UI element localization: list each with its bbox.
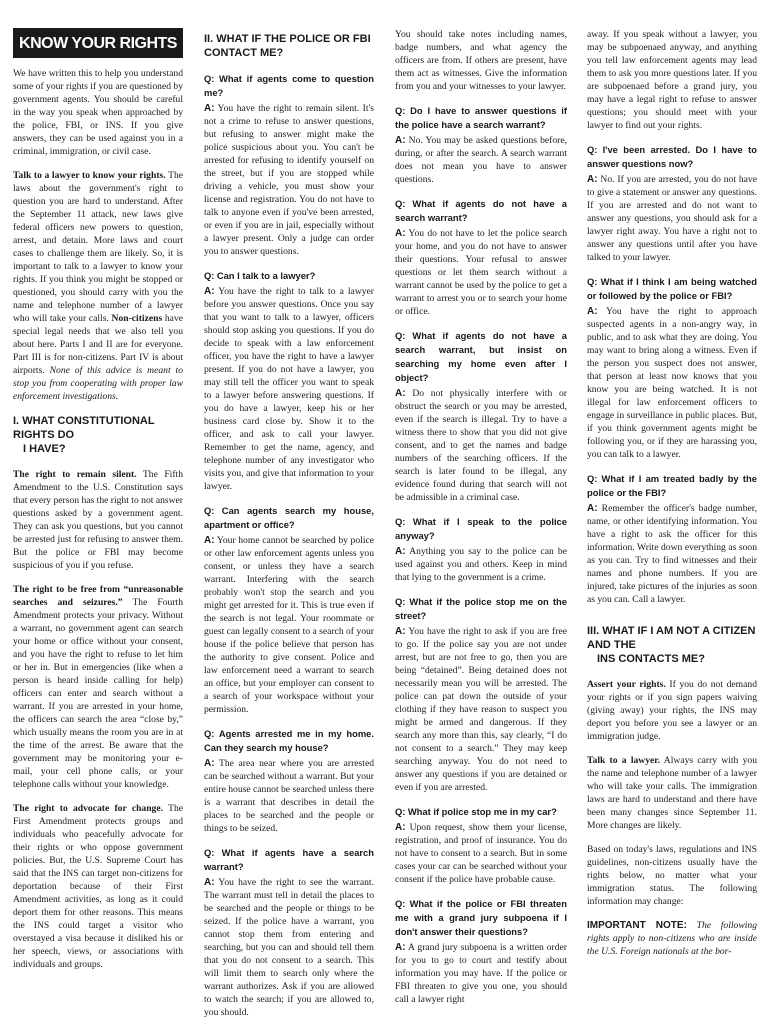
talk-lawyer-2-paragraph	[587, 754, 757, 832]
qa-item	[587, 143, 757, 264]
answer	[204, 757, 374, 835]
qa-item	[204, 504, 374, 716]
col4-intro-paragraph: away. If you speak without a lawyer, you may be subpoenaed anyway, and anything you tell law enforcement agents may lead them to ask you more questions later. If you are subpoenaed before a grand jury, you may have a legal right to refuse to answer questions; you should meet with your lawyer to find out your rights.	[587, 29, 757, 131]
non-citizens-lead: Non-citizens	[111, 313, 163, 324]
remain-silent-text: The Fifth Amendment to the U.S. Constitution says that every person has the right to not answer questions asked by a government agent. They can ask you questions, but you cannot be arrested just for refusing to answer them. But the police or FBI may become suspicious of you if you refuse.	[13, 469, 183, 571]
question-label: Q:	[395, 806, 406, 817]
answer-label: A:	[204, 877, 215, 888]
question-text: What if agents do not have a search warrant?	[395, 198, 567, 223]
col4-qa-list	[587, 143, 757, 606]
answer	[395, 941, 567, 1006]
answer-label: A:	[204, 286, 215, 297]
remain-silent-lead: The right to remain silent.	[13, 469, 137, 480]
question-text: What if the police or FBI threaten me with a grand jury subpoena if I don't answer their questions?	[395, 898, 567, 937]
question	[395, 595, 567, 623]
talk-lawyer-text: The laws about the government's right to question you are hard to understand. After the September 11 attack, new laws give federal officers new powers to question, arrest, and detain. More laws and court cases to challenge them are likely. So, it is important to talk to a lawyer to know your rights. If you think you might be stopped or questioned, you should carry with you the name and telephone number of a lawyer who will take your calls.	[13, 170, 184, 324]
question-text: What if police stop me in my car?	[407, 806, 557, 817]
searches-lead: The right to be free from “unreasonable searches and seizures.”	[13, 584, 183, 608]
answer-text: The area near where you are arrested can be searched without a warrant. But your entire house cannot be searched unless there is a warrant that describes in detail the places to be searched and the people or things to be seized.	[204, 758, 374, 834]
qa-item	[395, 197, 567, 318]
qa-item	[204, 269, 374, 493]
qa-item	[395, 515, 567, 584]
section-2-heading	[204, 32, 374, 60]
qa-item	[587, 275, 757, 461]
answer-label: A:	[395, 626, 406, 637]
answer	[395, 387, 567, 504]
remain-silent-paragraph	[13, 468, 183, 572]
answer-label: A:	[395, 135, 406, 146]
answer-label: A:	[587, 174, 598, 185]
advocate-text: The First Amendment protects groups and individuals who peacefully advocate for their rights or who oppose government policies. But, the U.S. Supreme Court has said that the INS can target non-citizens for deportation because of their First Amendment activities, as long as it could deport them for other reasons. This means the INS could target a visitor who overstayed a visa because it disliked his or her speech, views, or associations with individuals and groups.	[13, 803, 184, 970]
section-1-title-line1: WHAT CONSTITUTIONAL RIGHTS DO	[13, 415, 155, 441]
question-text: What if agents do not have a search warrant, but insist on searching my home even after I object?	[395, 330, 567, 383]
question	[204, 269, 374, 283]
question	[204, 846, 374, 874]
answer-text: You have the right to see the warrant. The warrant must tell in detail the places to be searched and the people or things to be seized. If the police have a warrant, you cannot stop them from entering and searching, but you can and should tell them that you do not consent to a search. This will limit them to search only where the warrant authorizes. Ask if you are allowed to watch the search; if you are allowed to, you should.	[204, 877, 374, 1018]
answer-label: A:	[395, 942, 406, 953]
assert-rights-paragraph	[587, 678, 757, 743]
answer-text: A grand jury subpoena is a written order for you to go to court and testify about information you may have. If the police or FBI threaten to give you one, you should call a lawyer right	[395, 942, 567, 1005]
answer-text: No. You may be asked questions before, during, or after the search. A search warrant does not mean you have to answer questions.	[395, 135, 567, 185]
section-1-title-line2: I HAVE?	[23, 443, 66, 455]
question	[395, 197, 567, 225]
answer-label: A:	[587, 503, 598, 514]
answer-label: A:	[395, 822, 406, 833]
section-3-title-line1: WHAT IF I AM NOT A CITIZEN AND THE	[587, 625, 756, 651]
answer-label: A:	[204, 103, 215, 114]
answer-text: You have the right to approach suspected agents in a non-angry way, in public, and to ask what they are doing. You may want to bring along a witness. Even if the person you suspect does not answer, that person at least now knows that you know you are being watched. It is not illegal for law enforcement officers to engage in surveillance in public places. But, if you think government agents might be following you, or if they are harassing you, you can talk to a lawyer.	[587, 306, 758, 460]
important-note-lead: IMPORTANT NOTE:	[587, 920, 687, 931]
non-citizens-text: have special legal needs that we also tell you about here. Parts I and II are for everyone. Part III is for non-citizens. Part IV is about airports.	[13, 313, 183, 376]
question-label: Q:	[395, 198, 406, 209]
question	[395, 897, 567, 939]
column-2	[204, 28, 374, 1030]
answer-text: Do not physically interfere with or obstruct the search or you may be arrested, even if the search is illegal. Try to have a witness there to show that you did not give consent, and to get the names and badge numbers of the searching officers. If the search is later found to be illegal, any evidence found during that search will not be admissible in a criminal case.	[395, 388, 567, 503]
answer	[204, 102, 374, 258]
qa-item	[395, 595, 567, 794]
answer	[395, 134, 567, 186]
question	[395, 515, 567, 543]
answer	[204, 534, 374, 716]
answer	[204, 285, 374, 493]
question-text: Do I have to answer questions if the police have a search warrant?	[395, 105, 567, 130]
question-label: Q:	[395, 596, 406, 607]
talk-lawyer-2-text: Always carry with you the name and telephone number of a lawyer who will take your calls. The immigration laws are hard to understand and there have been many changes since September 11. More changes are likely.	[587, 755, 757, 831]
assert-rights-lead: Assert your rights.	[587, 679, 666, 690]
question	[587, 143, 757, 171]
question-label: Q:	[204, 270, 215, 281]
qa-item	[587, 472, 757, 606]
col3-intro-paragraph: You should take notes including names, badge numbers, and what agency the officers are from. If others are present, have them act as witnesses. Give the information from you and your witnesses to your lawyer.	[395, 29, 567, 92]
answer-text: You have the right to ask if you are free to go. If the police say you are not under arrest, but are not free to go, then you are being “detained”. Being detained does not necessarily mean you will be arrested. The police can pat down the outside of your clothing if they have reason to suspect you might be armed and dangerous. If they search any more than this, say clearly, “I do not consent to a search.” They may keep searching anyway. You do not need to answer any questions if you are detained or even if you are arrested.	[395, 626, 567, 793]
question	[395, 329, 567, 385]
question-label: Q:	[204, 505, 215, 516]
based-on-paragraph: Based on today's laws, regulations and INS guidelines, non-citizens usually have the rights below, no matter what your immigration status. The following information may change:	[587, 844, 757, 907]
section-3-heading	[587, 624, 757, 666]
talk-lawyer-lead: Talk to a lawyer to know your rights.	[13, 170, 166, 181]
question-text: What if I speak to the police anyway?	[395, 516, 567, 541]
title-banner	[13, 28, 183, 58]
intro-paragraph: We have written this to help you understand some of your rights if you are questioned by government agents. You should be careful in the way you speak when approached by the police, FBI, or INS. If you give answers, they can be used against you in a criminal, immigration, or civil case.	[13, 68, 183, 157]
question-text: I've been arrested. Do I have to answer questions now?	[587, 144, 757, 169]
question	[395, 805, 567, 819]
answer	[395, 545, 567, 584]
question-label: Q:	[204, 847, 215, 858]
question-text: What if I am treated badly by the police or the FBI?	[587, 473, 757, 498]
section-2-qa-list	[204, 72, 374, 1019]
searches-paragraph	[13, 583, 183, 791]
question-label: Q:	[204, 73, 215, 84]
question-text: What if I think I am being watched or followed by the police or FBI?	[587, 276, 757, 301]
question-text: Can agents search my house, apartment or office?	[204, 505, 374, 530]
answer	[395, 821, 567, 886]
qa-item	[204, 846, 374, 1019]
question-label: Q:	[587, 144, 598, 155]
qa-item	[395, 329, 567, 504]
answer-label: A:	[587, 306, 598, 317]
question	[395, 104, 567, 132]
section-2-title: WHAT IF THE POLICE OR FBI CONTACT ME?	[204, 33, 371, 59]
answer	[395, 625, 567, 794]
answer-text: You have the right to talk to a lawyer before you answer questions. Once you say that you want to talk to a lawyer, officers should stop asking you questions. If you do decide to speak with a law enforcement officer, you have the right to have a lawyer present. If you do not have a lawyer, you may still tell the officer you want to speak to a lawyer before answering questions. If you do have a lawyer, keep his or her business card close by. Show it to the officer, and ask to call your lawyer. Remember to get the name, agency, and telephone number of any investigator who visits you, and give that information to your lawyer.	[204, 286, 374, 492]
answer-text: You do not have to let the police search your home, and you do not have to answer their questions. Your refusal to answer questions or let them search without a warrant cannot be used by the police to get a warrant to arrest you or to search your home or office.	[395, 228, 567, 317]
qa-item	[395, 104, 567, 186]
answer	[587, 502, 757, 606]
talk-lawyer-paragraph	[13, 169, 183, 403]
question-label: Q:	[395, 330, 406, 341]
question-text: What if the police stop me on the street?	[395, 596, 567, 621]
cooperation-note: None of this advice is meant to stop you from cooperating with proper law enforcement investigations.	[13, 365, 183, 402]
answer-text: No. If you are arrested, you do not have to give a statement or answer any questions. If you are arrested and do not want to answer any questions, you should ask for a lawyer right away. You have a right not to answer any questions until after you have talked to your lawyer.	[587, 174, 757, 263]
question-text: Can I talk to a lawyer?	[216, 270, 316, 281]
question-text: Agents arrested me in my home. Can they search my house?	[204, 728, 374, 753]
page-title: KNOW YOUR RIGHTS	[19, 34, 177, 52]
question-text: What if agents come to question me?	[204, 73, 374, 98]
section-2-number: II.	[204, 33, 214, 45]
qa-item	[204, 727, 374, 835]
important-note-paragraph	[587, 919, 757, 958]
advocate-paragraph	[13, 802, 183, 971]
question-label: Q:	[395, 898, 406, 909]
question	[587, 472, 757, 500]
answer-label: A:	[395, 546, 406, 557]
qa-item	[395, 897, 567, 1006]
answer-label: A:	[204, 535, 215, 546]
question-label: Q:	[204, 728, 215, 739]
qa-item	[204, 72, 374, 258]
section-3-title-line2: INS CONTACTS ME?	[597, 653, 705, 665]
qa-item	[395, 805, 567, 886]
question-label: Q:	[395, 516, 406, 527]
answer-label: A:	[395, 228, 406, 239]
question	[204, 727, 374, 755]
talk-lawyer-2-lead: Talk to a lawyer.	[587, 755, 661, 766]
answer-label: A:	[204, 758, 215, 769]
answer-text: Your home cannot be searched by police or other law enforcement agents unless you consent, or unless they have a search warrant. Interfering with the search probably won't stop the search and you might get arrested for it. This is true even if the search is not legal. Your roommate or guest can legally consent to a search of your house if the police believe that person has the authority to give consent. Police and law enforcement need a warrant to search an office, but your employer can consent to a search of your workspace without your permission.	[204, 535, 374, 715]
column-4	[587, 28, 757, 969]
section-1-number: I.	[13, 415, 20, 427]
answer-text: Upon request, show them your license, registration, and proof of insurance. You do not have to consent to a search. But in some cases your car can be searched without your consent if the police have probable cause.	[395, 822, 567, 885]
important-note-text: The following rights apply to non-citizens who are inside the U.S. Foreign nationals at the bor-	[587, 920, 757, 957]
col3-qa-list	[395, 104, 567, 1006]
assert-rights-text: If you do not demand your rights or if you sign papers waiving (giving away) your rights, the INS may deport you before you see a lawyer or an immigration judge.	[587, 679, 757, 742]
question	[204, 72, 374, 100]
question-label: Q:	[395, 105, 406, 116]
section-1-heading	[13, 414, 183, 456]
searches-text: The Fourth Amendment protects your privacy. Without a warrant, no government agent can search your home or office without your consent, and you have the right to refuse to let him or her in. But in emergencies (like when a person is heard inside calling for help) officers can enter and search without a warrant. If you are arrested in your home, the officers can search the area “close by,” which usually means the room you are in at the time of the arrest. Be aware that the government may be monitoring your e-mail, your cell phone calls, or your telephone calls without your knowledge.	[13, 597, 183, 790]
answer-text: You have the right to remain silent. It's not a crime to refuse to answer questions, but refusing to answer might make the police suspicious about you. You can't be arrested for refusing to identify yourself on the street, but if you are stopped while driving a vehicle, you must show your license and registration. You do not have to talk to anyone even if you've been arrested, or even if you are in jail, especially without a lawyer present. Only a judge can order you to answer questions.	[204, 103, 374, 257]
answer-text: Anything you say to the police can be used against you and others. Keep in mind that lying to the government is a crime.	[395, 546, 567, 583]
question-label: Q:	[587, 276, 598, 287]
answer-text: Remember the officer's badge number, name, or other identifying information. You have a right to ask the officer for this information. Write down everything as soon as you can. Try to find witnesses and their names and phone numbers. If you are injured, take pictures of the injuries as soon as you can. Call a lawyer.	[587, 503, 757, 605]
question	[587, 275, 757, 303]
advocate-lead: The right to advocate for change.	[13, 803, 164, 814]
answer-label: A:	[395, 388, 406, 399]
section-3-number: III.	[587, 625, 600, 637]
question	[204, 504, 374, 532]
question-label: Q:	[587, 473, 598, 484]
question-text: What if agents have a search warrant?	[204, 847, 374, 872]
column-1	[13, 28, 183, 982]
answer	[587, 305, 757, 461]
answer	[395, 227, 567, 318]
answer	[204, 876, 374, 1019]
answer	[587, 173, 757, 264]
column-3	[395, 28, 567, 1017]
